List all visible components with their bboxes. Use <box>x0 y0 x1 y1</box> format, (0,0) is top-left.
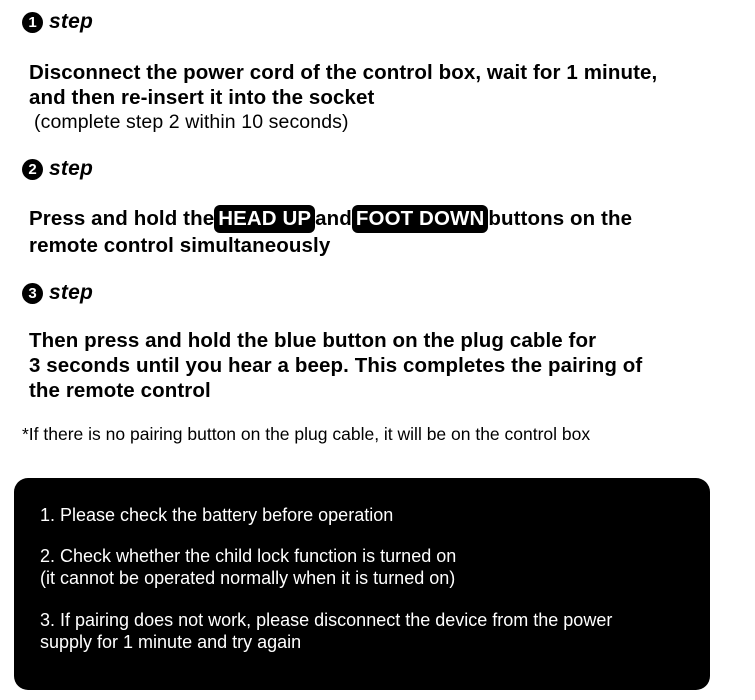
tip-2-line-1: 2. Check whether the child lock function is turned on <box>40 546 457 566</box>
step-1-subnote: (complete step 2 within 10 seconds) <box>34 111 349 133</box>
step-1-text <box>29 60 657 135</box>
tip-1 <box>40 504 393 526</box>
tip-1-line-1: 1. Please check the battery before operation <box>40 505 394 525</box>
step-3-line-3: the remote control <box>29 379 211 402</box>
step-number-1-icon: 1 <box>22 12 43 33</box>
head-up-badge: HEAD UP <box>214 205 315 233</box>
step-2-header <box>22 157 93 181</box>
tip-3-line-1: 3. If pairing does not work, please disconnect the device from the power <box>40 610 613 630</box>
step-label: step <box>49 281 93 304</box>
tip-2 <box>40 545 456 589</box>
step-1-line-1: Disconnect the power cord of the control box, wait for 1 minute, <box>29 61 658 84</box>
step-2-text-before: Press and hold the <box>29 207 215 230</box>
step-3-text <box>29 328 642 403</box>
step-3-line-1: Then press and hold the blue button on the plug cable for <box>29 329 597 352</box>
tip-3-line-2: supply for 1 minute and try again <box>40 632 302 652</box>
foot-down-badge: FOOT DOWN <box>352 205 488 233</box>
step-label: step <box>49 157 93 180</box>
step-2-text-mid: and <box>315 207 352 230</box>
footnote: *If there is no pairing button on the plug cable, it will be on the control box <box>22 424 591 444</box>
step-label: step <box>49 10 93 33</box>
step-2-text-after: buttons on the <box>488 207 633 230</box>
step-2-line-2: remote control simultaneously <box>29 234 331 257</box>
tips-box <box>14 478 710 690</box>
step-3-header <box>22 281 93 305</box>
step-1-header <box>22 10 93 34</box>
step-number-3-icon: 3 <box>22 283 43 304</box>
tip-2-line-2: (it cannot be operated normally when it is turned on) <box>40 568 456 588</box>
step-1-line-2: and then re-insert it into the socket <box>29 86 375 109</box>
step-2-text <box>29 205 632 258</box>
step-3-line-2: 3 seconds until you hear a beep. This completes the pairing of <box>29 354 643 377</box>
step-number-2-icon: 2 <box>22 159 43 180</box>
tip-3 <box>40 609 612 653</box>
